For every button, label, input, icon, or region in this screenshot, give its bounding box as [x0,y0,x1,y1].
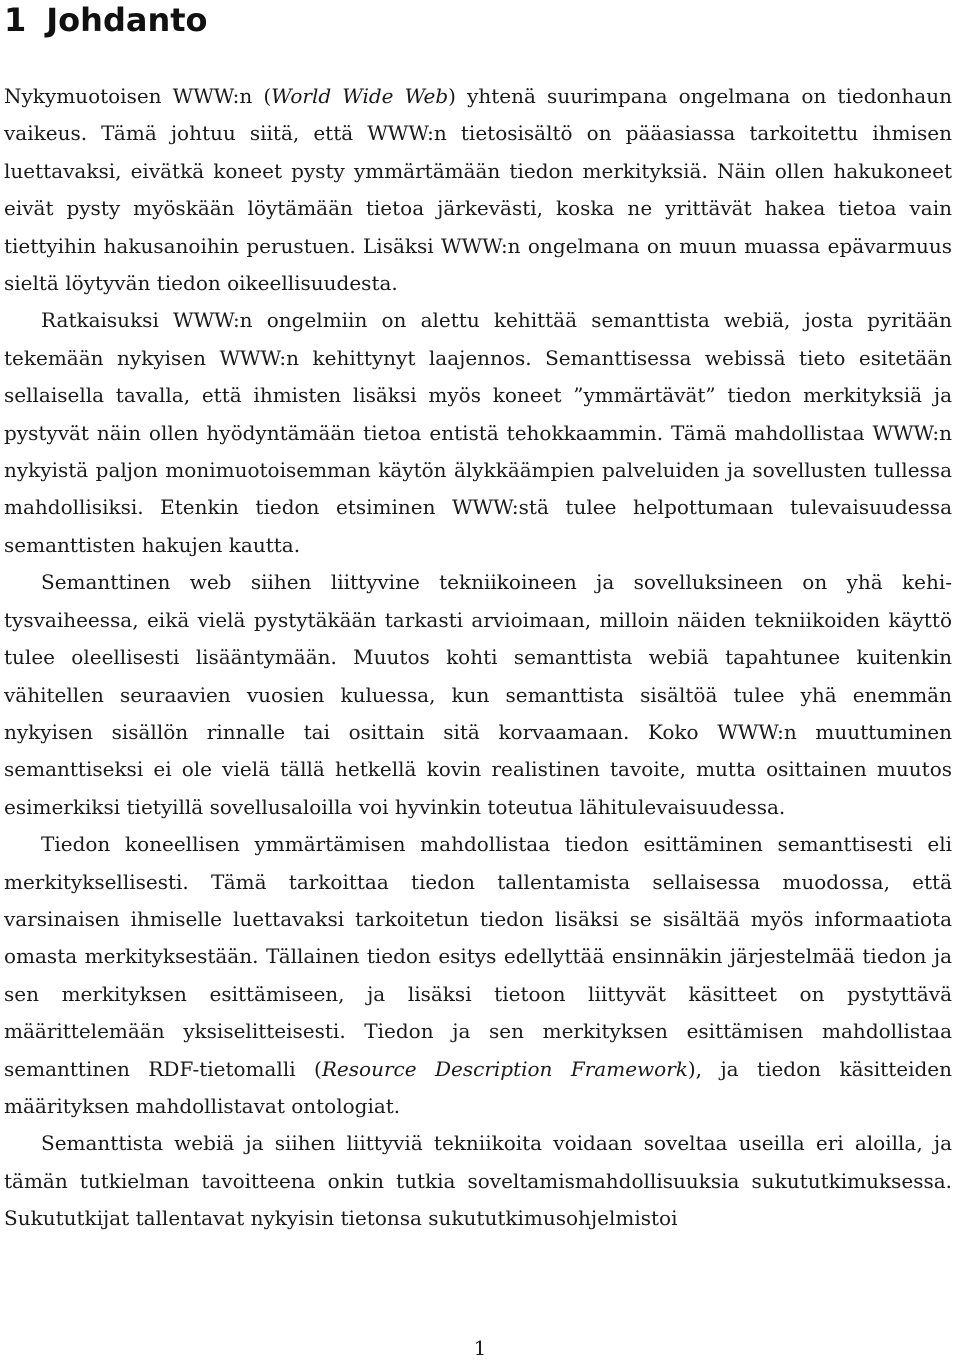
text-run: Tiedon koneellisen ymmärtämisen mahdollistaa tiedon esittäminen semanttisesti eli merkityksellisesti. Tämä tarkoittaa tiedon tallentamista sellaisessa muodossa, että varsinaisen ihmiselle luettavaksi tarkoitetun tiedon lisäksi se sisältää myös informaatiota omasta merkityksestään. Tällainen tiedon esitys edellyttää ensinnäkin järjestelmää tiedon ja sen merkityksen esittämiseen, ja lisäksi tietoon liittyvät käsitteet on pystyttävä määrittelemään yksiselitteisesti. Tiedon ja sen merkityksen esittämisen mahdollistaa semanttinen RDF-tietomalli ( [4,832,952,1081]
text-run: ), ja tiedon käsitteiden määrityksen mahdollistavat ontologiat. [4,1056,952,1118]
paragraph-1 [4,78,952,302]
text-run: Nykymuotoisen WWW:n ( [4,84,272,108]
paragraph-3 [4,564,952,826]
text-run: Semanttinen web siihen liittyvine tekniikoineen ja sovelluksineen on yhä kehitysvaiheessa, eikä vielä pystytäkään tarkasti arvioimaan, milloin näiden tekniikoiden käyttö tulee oleellisesti lisääntymään. Muutos kohti semanttista webiä tapahtunee kuitenkin vähitellen seuraavien vuosien kuluessa, kun semanttista sisältöä tulee yhä enemmän nykyisen sisällön rinnalle tai osittain sitä korvaamaan. Koko WWW:n muuttuminen semanttiseksi ei ole vielä tällä hetkellä kovin realistinen tavoite, mutta osittainen muutos esimerkiksi tietyillä sovellusaloilla voi hyvinkin toteutua lähitulevaisuudessa. [4,570,952,819]
body-text [4,78,952,1238]
text-run: Ratkaisuksi WWW:n ongelmiin on alettu kehittää semanttista webiä, josta pyritään tekemään nykyisen WWW:n kehittynyt laajennos. Semanttisessa webissä tieto esitetään sellaisella tavalla, että ihmisten lisäksi myös koneet ”ymmärtävät” tiedon merkityksiä ja pystyvät näin ollen hyödyntämään tietoa entistä tehokkaammin. Tämä mahdollistaa WWW:n nykyistä paljon monimuotoisemman käytön älykkäämpien palveluiden ja sovellusten tullessa mahdollisiksi. Etenkin tiedon etsiminen WWW:stä tulee helpottumaan tulevaisuudessa semanttisten hakujen kautta. [4,308,952,557]
italic-term: World Wide Web [271,84,449,108]
text-run: ) yhtenä suurimpana ongelmana on tiedonhaun vaikeus. Tämä johtuu siitä, että WWW:n tietosisältö on pääasiassa tarkoitettu ihmisen luettavaksi, eivätkä koneet pysty ymmärtämään tiedon merkityksiä. Näin ollen hakukoneet eivät pysty myöskään löytämään tietoa järkevästi, koska ne yrittävät hakea tietoa vain tiettyihin hakusanoihin perustuen. Lisäksi WWW:n ongelmana on muun muassa epävarmuus sieltä löytyvän tiedon oikeellisuudesta. [4,84,952,296]
paragraph-2 [4,302,952,564]
section-title: Johdanto [46,1,208,39]
section-heading [4,0,952,40]
section-number: 1 [4,1,27,39]
paragraph-5 [4,1125,952,1237]
paragraph-4 [4,826,952,1125]
page-number: 1 [473,1336,487,1360]
italic-term: Resource Description Framework [321,1056,688,1081]
text-run: Semanttista webiä ja siihen liittyviä tekniikoita voidaan soveltaa useilla eri aloilla, ja tämän tutkielman tavoitteena onkin tutkia soveltamismahdollisuuksia sukututkimuksessa. Sukututkijat tallentavat nykyisin tietonsa sukututkimusohjelmistoi [4,1131,952,1231]
document-page [4,0,952,1231]
